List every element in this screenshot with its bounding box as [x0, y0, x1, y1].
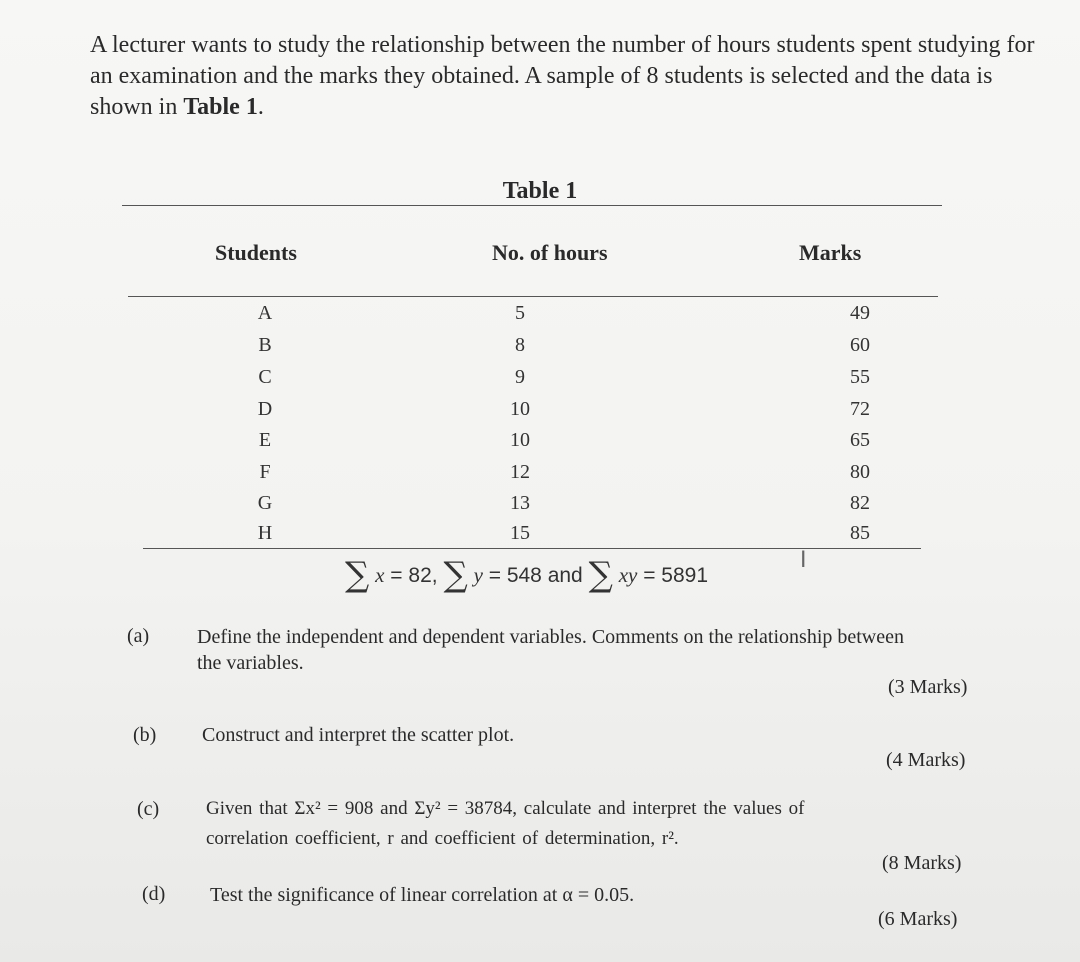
sigma-symbol: ∑ — [443, 555, 468, 595]
sigma-symbol: ∑ — [345, 555, 370, 595]
cell-hours: 10 — [510, 398, 530, 420]
cell-student: A — [257, 302, 273, 324]
question-b-text: Construct and interpret the scatter plot. — [202, 724, 515, 746]
cell-marks: 65 — [850, 429, 870, 451]
cell-hours: 13 — [510, 492, 530, 514]
table-reference: Table 1 — [183, 94, 258, 120]
summation-line — [345, 555, 708, 595]
question-c-line2: correlation coefficient, r and coefficient of determination, r². — [206, 828, 679, 849]
question-a-label: (a) — [127, 625, 150, 647]
header-marks: Marks — [799, 240, 862, 265]
cell-hours: 9 — [515, 366, 525, 388]
header-students: Students — [215, 240, 297, 265]
question-d-label: (d) — [142, 883, 166, 905]
cell-hours: 8 — [515, 334, 525, 356]
question-a-line2: the variables. — [197, 652, 304, 674]
cell-student: D — [257, 398, 273, 420]
question-a-line1: Define the independent and dependent variables. Comments on the relationship between — [197, 626, 905, 648]
question-a-text — [197, 624, 1017, 676]
intro-text: A lecturer wants to study the relationship between the number of hours students spent studying for an examination and the marks they obtained. A sample of 8 students is selected and the data is shown in — [90, 32, 1035, 120]
text-cursor-icon: I — [800, 548, 807, 573]
question-d-text: Test the significance of linear correlation at α = 0.05. — [210, 884, 635, 906]
sigma-symbol: ∑ — [588, 555, 613, 595]
cell-student: H — [257, 522, 273, 544]
intro-paragraph — [90, 30, 1040, 123]
question-c-label: (c) — [137, 798, 160, 820]
sum-y-value: = 548 and — [482, 564, 589, 587]
sum-xy-var: xy — [618, 563, 638, 587]
cell-student: B — [258, 334, 272, 356]
cell-student: C — [258, 366, 272, 388]
cell-marks: 55 — [850, 366, 870, 388]
cell-marks: 49 — [850, 302, 870, 324]
cell-marks: 60 — [850, 334, 870, 356]
question-d-marks: (6 Marks) — [878, 908, 958, 930]
cell-marks: 80 — [850, 461, 870, 483]
table-top-rule — [122, 205, 942, 206]
intro-end: . — [257, 94, 264, 120]
header-hours: No. of hours — [492, 240, 608, 265]
cell-student: F — [259, 461, 271, 483]
question-c-marks: (8 Marks) — [882, 852, 962, 874]
table-header-rule — [128, 296, 938, 297]
cell-marks: 85 — [850, 522, 870, 544]
cell-student: E — [258, 429, 272, 451]
sum-y-var: y — [473, 563, 483, 587]
cell-marks: 82 — [850, 492, 870, 514]
sum-x-var: x — [375, 563, 385, 587]
question-b-label: (b) — [133, 724, 157, 746]
cell-hours: 5 — [515, 302, 525, 324]
question-b-marks: (4 Marks) — [886, 749, 966, 771]
cell-student: G — [257, 492, 273, 514]
cell-hours: 12 — [510, 461, 530, 483]
cell-hours: 10 — [510, 429, 530, 451]
question-c-line1: Given that Σx² = 908 and Σy² = 38784, calculate and interpret the values of — [206, 798, 805, 819]
question-c-text — [206, 794, 986, 854]
sum-x-value: = 82, — [384, 564, 438, 587]
table-title: Table 1 — [502, 178, 578, 204]
question-a-marks: (3 Marks) — [888, 676, 968, 698]
cell-marks: 72 — [850, 398, 870, 420]
sum-xy-value: = 5891 — [637, 564, 709, 587]
cell-hours: 15 — [510, 522, 530, 544]
